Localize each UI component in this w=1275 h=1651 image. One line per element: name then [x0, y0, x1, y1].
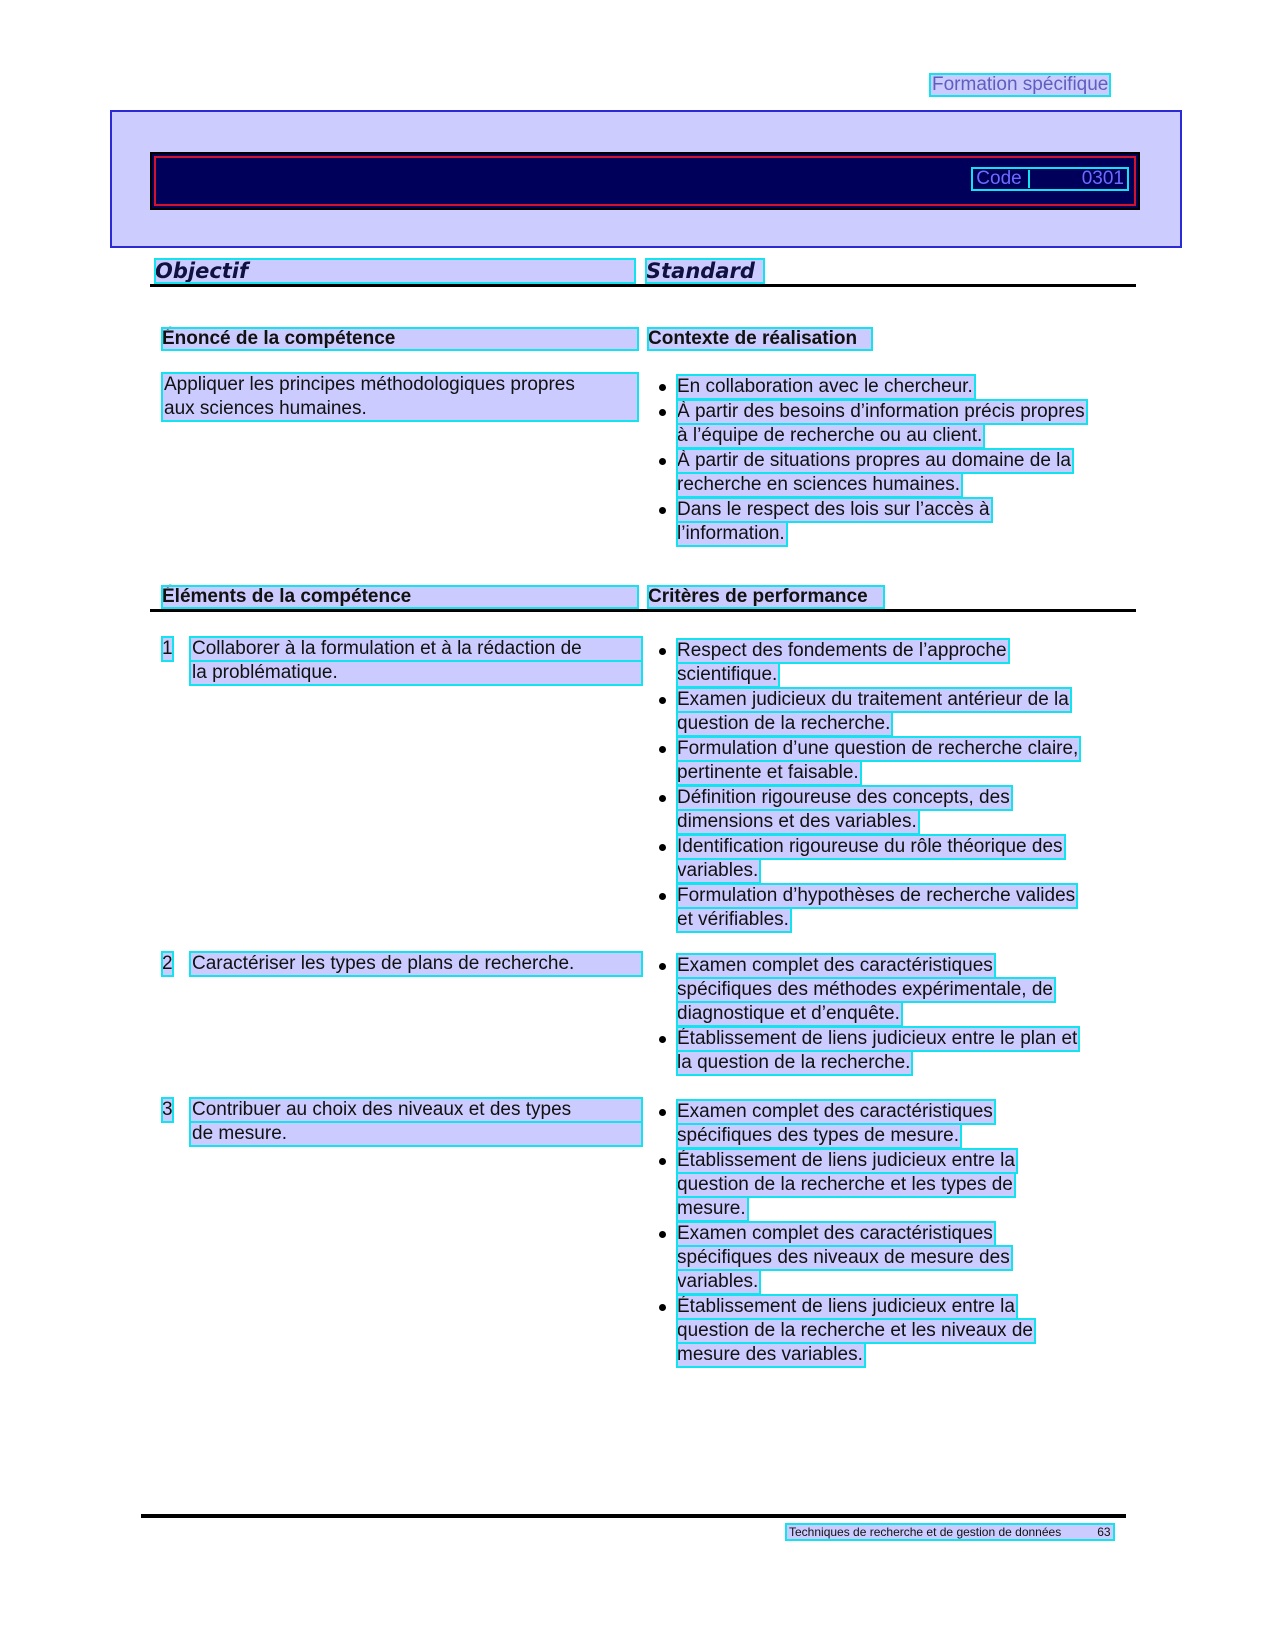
element-number: 3	[162, 1099, 173, 1120]
bullet-icon	[659, 458, 666, 465]
column-heading-standard: Standard	[646, 259, 764, 283]
heading-rule	[150, 284, 1136, 287]
criterion-line: à l’équipe de recherche ou au client.	[677, 425, 983, 446]
criterion-line: Définition rigoureuse des concepts, des	[677, 787, 1010, 808]
bullet-icon	[659, 746, 666, 753]
competence-element	[162, 952, 642, 976]
criterion-item	[655, 688, 1125, 736]
bullet-icon	[659, 507, 666, 514]
criterion-line: À partir de situations propres au domaine de la	[677, 450, 1071, 471]
bullet-icon	[659, 1036, 666, 1043]
criterion-line: variables.	[677, 1271, 759, 1292]
footer	[786, 1524, 1114, 1540]
criterion-line: Examen complet des caractéristiques	[677, 1101, 993, 1122]
criterion-line: scientifique.	[677, 664, 778, 685]
element-number: 1	[162, 638, 173, 659]
criterion-line: mesure des variables.	[677, 1344, 863, 1365]
context-heading: Contexte de réalisation	[648, 328, 872, 350]
criterion-line: Identification rigoureuse du rôle théorique des	[677, 836, 1063, 857]
criterion-item	[655, 375, 1125, 399]
bullet-icon	[659, 795, 666, 802]
competence-element	[162, 637, 642, 685]
criterion-line: pertinente et faisable.	[677, 762, 859, 783]
element-line: Caractériser les types de plans de recherche.	[190, 952, 642, 976]
criterion-line: et vérifiables.	[677, 909, 789, 930]
footer-title: Techniques de recherche et de gestion de données	[789, 1525, 1062, 1539]
criterion-line: question de la recherche et les types de	[677, 1174, 1013, 1195]
statement-text	[162, 373, 638, 421]
criterion-line: diagnostique et d’enquête.	[677, 1003, 900, 1024]
criterion-line: question de la recherche.	[677, 713, 891, 734]
criterion-line: Établissement de liens judicieux entre la	[677, 1296, 1015, 1317]
criterion-line: À partir des besoins d’information précis propres	[677, 401, 1085, 422]
criterion-item	[655, 1149, 1125, 1221]
criterion-item	[655, 1027, 1125, 1075]
bullet-icon	[659, 1231, 666, 1238]
elements-heading: Éléments de la compétence	[162, 586, 638, 608]
criteria-list	[655, 639, 1125, 933]
criterion-item	[655, 884, 1125, 932]
bullet-icon	[659, 1158, 666, 1165]
context-list	[655, 375, 1125, 547]
criterion-line: Formulation d’une question de recherche claire,	[677, 738, 1079, 759]
bullet-icon	[659, 1109, 666, 1116]
bullet-icon	[659, 384, 666, 391]
section-label: Formation spécifique	[932, 74, 1109, 95]
element-number: 2	[162, 953, 173, 974]
bullet-icon	[659, 963, 666, 970]
criterion-item	[655, 639, 1125, 687]
bullet-icon	[659, 844, 666, 851]
elements-rule	[150, 609, 1136, 612]
criterion-line: recherche en sciences humaines.	[677, 474, 961, 495]
criterion-line: Établissement de liens judicieux entre le plan et	[677, 1028, 1078, 1049]
criterion-item	[655, 498, 1125, 546]
criterion-line: Respect des fondements de l’approche	[677, 640, 1007, 661]
criterion-item	[655, 954, 1125, 1026]
code-field	[972, 168, 1128, 190]
criterion-line: l’information.	[677, 523, 785, 544]
bullet-icon	[659, 697, 666, 704]
criterion-line: Dans le respect des lois sur l’accès à	[677, 499, 990, 520]
criterion-line: spécifiques des types de mesure.	[677, 1125, 959, 1146]
criterion-line: Examen complet des caractéristiques	[677, 1223, 993, 1244]
criterion-item	[655, 1295, 1125, 1367]
statement-heading: Énoncé de la compétence	[162, 328, 638, 350]
criterion-line: dimensions et des variables.	[677, 811, 917, 832]
column-heading-objective: Objectif	[155, 259, 635, 283]
criterion-line: Établissement de liens judicieux entre la	[677, 1150, 1015, 1171]
criterion-line: mesure.	[677, 1198, 746, 1219]
criterion-line: variables.	[677, 860, 759, 881]
element-line: Contribuer au choix des niveaux et des types	[190, 1098, 642, 1122]
criterion-line: spécifiques des méthodes expérimentale, de	[677, 979, 1054, 1000]
criterion-item	[655, 786, 1125, 834]
banner-bar	[150, 152, 1140, 210]
criteria-heading: Critères de performance	[648, 586, 884, 608]
criterion-line: question de la recherche et les niveaux de	[677, 1320, 1033, 1341]
criteria-list	[655, 954, 1125, 1076]
criteria-list	[655, 1100, 1125, 1368]
element-line: de mesure.	[190, 1122, 642, 1146]
bullet-icon	[659, 1304, 666, 1311]
statement-line: aux sciences humaines.	[164, 398, 367, 419]
page-number: 63	[1097, 1525, 1111, 1539]
competence-element	[162, 1098, 642, 1146]
program-banner	[110, 110, 1182, 248]
criterion-line: spécifiques des niveaux de mesure des	[677, 1247, 1010, 1268]
criterion-line: Examen judicieux du traitement antérieur de la	[677, 689, 1069, 710]
footer-rule	[141, 1514, 1126, 1518]
code-value: 0301	[1081, 168, 1124, 189]
element-line: la problématique.	[190, 661, 642, 685]
criterion-line: Examen complet des caractéristiques	[677, 955, 993, 976]
criterion-line: la question de la recherche.	[677, 1052, 911, 1073]
criterion-item	[655, 400, 1125, 448]
statement-line: Appliquer les principes méthodologiques propres	[164, 374, 575, 395]
criterion-item	[655, 835, 1125, 883]
criterion-item	[655, 449, 1125, 497]
criterion-item	[655, 1222, 1125, 1294]
criterion-item	[655, 737, 1125, 785]
criterion-line: Formulation d’hypothèses de recherche valides	[677, 885, 1076, 906]
bullet-icon	[659, 893, 666, 900]
code-separator	[1028, 170, 1030, 188]
code-label: Code	[976, 168, 1022, 189]
bullet-icon	[659, 409, 666, 416]
criterion-item	[655, 1100, 1125, 1148]
element-line: Collaborer à la formulation et à la rédaction de	[190, 637, 642, 661]
criterion-line: En collaboration avec le chercheur.	[677, 376, 973, 397]
bullet-icon	[659, 648, 666, 655]
